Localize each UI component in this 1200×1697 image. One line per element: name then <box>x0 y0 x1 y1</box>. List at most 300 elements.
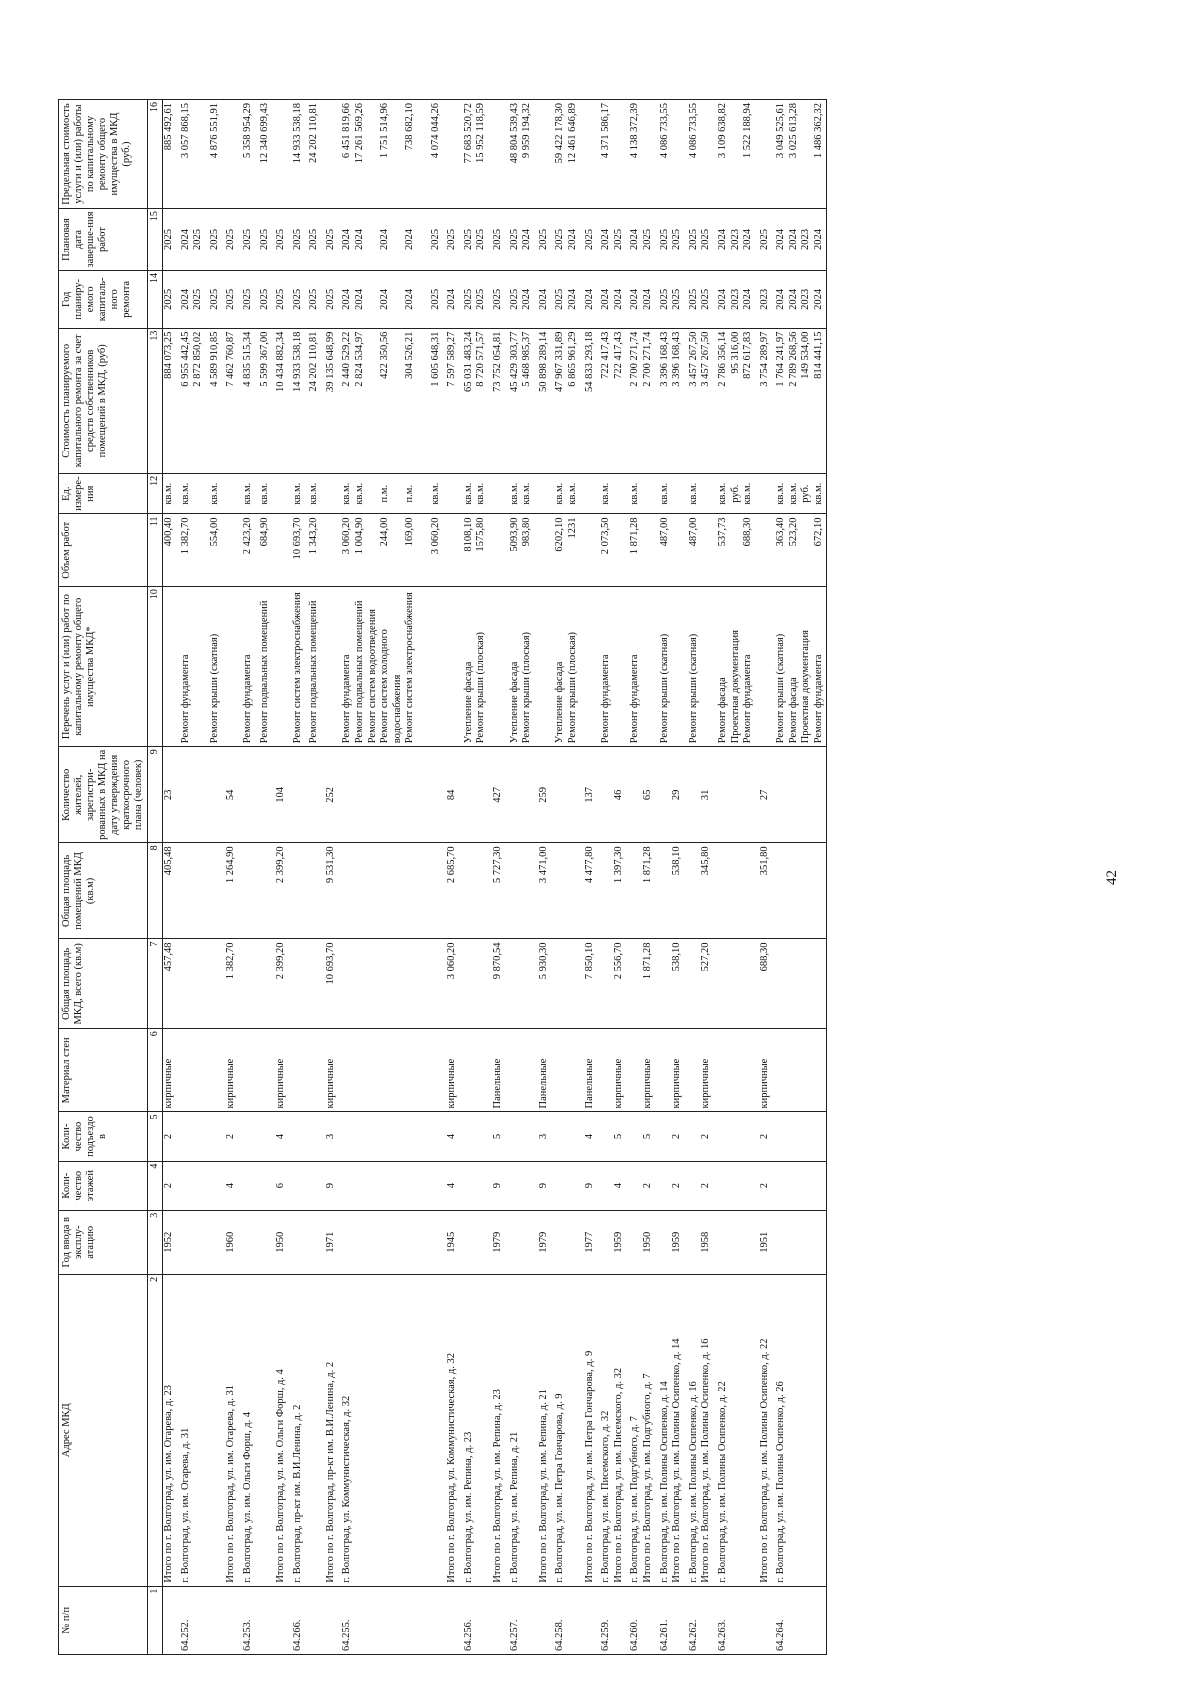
cell-residents <box>341 747 442 843</box>
cell-area-prem <box>341 843 442 939</box>
cell-limit: 59 422 178,30 12 461 646,89 <box>554 100 579 209</box>
cell-wall <box>717 1029 755 1112</box>
cell-unit: кв.м. <box>600 473 625 514</box>
cell-year: 1950 <box>629 1210 654 1274</box>
column-number: 13 <box>148 328 163 473</box>
cell-area-total: 3 060,20 <box>446 939 459 1029</box>
cell-wall: кирпичные <box>446 1029 459 1112</box>
cell-year: 1971 <box>325 1210 338 1274</box>
cell-residents <box>509 747 534 843</box>
cell-works: Утепление фасада Ремонт крыши (плоская) <box>509 587 534 747</box>
cell-area-prem: 5 727,30 <box>492 843 505 939</box>
cell-cost: 2 440 529,22 2 824 534,97 422 350,56 304 526,21 1 605 648,31 <box>341 328 442 473</box>
cell-residents: 137 <box>584 747 597 843</box>
cell-end-year: 2025 <box>446 209 459 271</box>
cell-floors <box>554 1161 579 1210</box>
column-number: 4 <box>148 1161 163 1210</box>
cell-end-year: 2025 <box>209 209 222 271</box>
cell-area-total <box>242 939 255 1029</box>
cell-area-total <box>463 939 488 1029</box>
cell-works: Ремонт фундамента <box>180 587 205 747</box>
cell-plan-year: 2025 <box>225 271 238 329</box>
cell-area-prem: 1 397,30 <box>600 843 625 939</box>
cell-unit: кв.м. кв.м. <box>463 473 488 514</box>
table-row <box>600 100 625 1655</box>
cell-floors <box>308 1161 321 1210</box>
cell-num: 64.261. <box>659 1586 684 1654</box>
cell-works <box>325 587 338 747</box>
cell-limit: 14 933 538,18 <box>292 100 305 209</box>
table-row <box>629 100 654 1655</box>
cell-end-year: 2025 <box>259 209 272 271</box>
cell-volume: 1 871,28 <box>629 514 654 587</box>
cell-addr: Итого по г. Волгоград, ул. им. Ольги Форш, д. 4 <box>275 1274 288 1586</box>
cell-limit: 885 492,61 <box>162 100 175 209</box>
cell-limit: 77 683 520,72 15 952 118,59 <box>463 100 488 209</box>
cell-plan-year: 2024 2024 <box>600 271 625 329</box>
cell-residents: 259 <box>538 747 551 843</box>
cell-area-total: 1 871,28 <box>629 939 654 1029</box>
cell-volume: 2 073,50 <box>600 514 625 587</box>
column-header: № п/п <box>59 1586 148 1654</box>
cell-unit: кв.м. <box>259 473 272 514</box>
cell-num <box>225 1586 238 1654</box>
cell-residents: 104 <box>275 747 288 843</box>
cell-cost: 1 764 241,97 2 789 268,56 149 534,00 814 441,15 <box>775 328 826 473</box>
cell-year: 1979 <box>538 1210 551 1274</box>
cell-works <box>492 587 505 747</box>
cell-num: 64.259. <box>600 1586 625 1654</box>
cell-entr <box>180 1112 205 1161</box>
cell-unit <box>446 473 459 514</box>
cell-num: 64.266. <box>292 1586 305 1654</box>
cell-plan-year: 2025 <box>242 271 255 329</box>
cell-wall: кирпичные <box>225 1029 238 1112</box>
cell-end-year: 2025 <box>292 209 305 271</box>
cell-end-year: 2024 2024 2023 2024 <box>775 209 826 271</box>
cell-year: 1979 <box>492 1210 505 1274</box>
cell-works <box>275 587 288 747</box>
cell-limit: 48 804 539,43 9 959 194,32 <box>509 100 534 209</box>
cell-num: 64.252. <box>180 1586 205 1654</box>
cell-residents <box>463 747 488 843</box>
cell-plan-year: 2025 <box>162 271 175 329</box>
cell-area-prem <box>554 843 579 939</box>
cell-plan-year: 2025 <box>209 271 222 329</box>
table-row <box>759 100 772 1655</box>
cell-year <box>463 1210 488 1274</box>
cell-entr <box>209 1112 222 1161</box>
cell-works: Ремонт систем электроснабжения <box>292 587 305 747</box>
table-row <box>717 100 755 1655</box>
cell-limit <box>225 100 238 209</box>
column-header: Адрес МКД <box>59 1274 148 1586</box>
cell-year: 1958 <box>688 1210 713 1274</box>
cell-year <box>775 1210 826 1274</box>
cell-addr: Итого по г. Волгоград, пр-кт им. В.И.Ленина, д. 2 <box>325 1274 338 1586</box>
cell-plan-year: 2025 <box>492 271 505 329</box>
table-row <box>659 100 684 1655</box>
cell-plan-year: 2025 <box>325 271 338 329</box>
cell-cost: 47 967 331,89 6 865 961,29 <box>554 328 579 473</box>
cell-wall <box>180 1029 205 1112</box>
cell-area-prem: 9 531,30 <box>325 843 338 939</box>
cell-num <box>325 1586 338 1654</box>
cell-year: 1959 <box>659 1210 684 1274</box>
cell-addr: Итого по г. Волгоград, ул. им. Огарева, д. 23 <box>162 1274 175 1586</box>
table-row <box>292 100 305 1655</box>
cell-works: Ремонт фасада Проектная документация Ремонт фундамента <box>717 587 755 747</box>
cell-area-prem <box>259 843 272 939</box>
cell-plan-year: 2025 2024 <box>554 271 579 329</box>
cell-area-prem <box>308 843 321 939</box>
cell-limit: 3 049 525,61 3 025 613,28 1 486 362,32 <box>775 100 826 209</box>
cell-year <box>341 1210 442 1274</box>
cell-wall: кирпичные <box>162 1029 175 1112</box>
cell-area-prem <box>717 843 755 939</box>
cell-unit: кв.м. <box>209 473 222 514</box>
cell-limit <box>538 100 551 209</box>
cell-volume: 487,00 <box>688 514 713 587</box>
cell-num <box>446 1586 459 1654</box>
cell-cost: 884 073,25 <box>162 328 175 473</box>
cell-limit: 6 451 819,66 17 261 569,26 1 751 514,96 738 682,10 4 074 044,26 <box>341 100 442 209</box>
table-row <box>259 100 272 1655</box>
cell-year: 1959 <box>600 1210 625 1274</box>
cell-num <box>162 1586 175 1654</box>
cell-cost: 45 429 303,77 5 468 985,37 <box>509 328 534 473</box>
cell-area-prem <box>292 843 305 939</box>
cell-unit: кв.м. <box>629 473 654 514</box>
cell-volume: 400,40 <box>162 514 175 587</box>
cell-plan-year: 2024 <box>538 271 551 329</box>
cell-end-year: 2025 <box>225 209 238 271</box>
cell-residents: 29 <box>659 747 684 843</box>
cell-unit: кв.м. кв.м. руб. кв.м. <box>775 473 826 514</box>
cell-entr: 5 <box>600 1112 625 1161</box>
cell-num: 64.260. <box>629 1586 654 1654</box>
cell-unit <box>538 473 551 514</box>
cell-floors: 2 <box>759 1161 772 1210</box>
cell-works: Ремонт крыши (скатная) <box>659 587 684 747</box>
cell-end-year: 2024 2025 <box>629 209 654 271</box>
cell-plan-year: 2025 <box>275 271 288 329</box>
table-row <box>463 100 488 1655</box>
table-row <box>308 100 321 1655</box>
cell-year <box>308 1210 321 1274</box>
cell-entr: 4 <box>275 1112 288 1161</box>
cell-year <box>292 1210 305 1274</box>
cell-end-year: 2025 <box>308 209 321 271</box>
cell-floors <box>259 1161 272 1210</box>
cell-entr <box>554 1112 579 1161</box>
cell-residents: 65 <box>629 747 654 843</box>
cell-limit: 4 086 733,55 <box>688 100 713 209</box>
cell-plan-year: 2025 2024 <box>509 271 534 329</box>
cell-limit <box>492 100 505 209</box>
column-header: Общая площадь МКД, всего (кв.м) <box>59 939 148 1029</box>
cell-cost: 65 031 483,24 8 720 571,57 <box>463 328 488 473</box>
cell-year <box>180 1210 205 1274</box>
cell-cost: 3 396 168,43 3 396 168,43 <box>659 328 684 473</box>
cell-area-total <box>209 939 222 1029</box>
cell-works <box>446 587 459 747</box>
cell-limit <box>759 100 772 209</box>
cell-volume: 554,00 <box>209 514 222 587</box>
cell-entr <box>292 1112 305 1161</box>
cell-area-prem: 538,10 <box>659 843 684 939</box>
cell-wall <box>775 1029 826 1112</box>
cell-residents: 27 <box>759 747 772 843</box>
cell-addr: г. Волгоград, ул. им. Репина, д. 23 <box>463 1274 488 1586</box>
cell-wall <box>509 1029 534 1112</box>
cell-limit <box>275 100 288 209</box>
cell-area-total <box>554 939 579 1029</box>
cell-wall: кирпичные <box>275 1029 288 1112</box>
cell-entr <box>259 1112 272 1161</box>
cell-end-year: 2025 2024 <box>554 209 579 271</box>
cell-entr: 3 <box>538 1112 551 1161</box>
column-number: 5 <box>148 1112 163 1161</box>
cell-area-total <box>292 939 305 1029</box>
capital-repair-table <box>58 99 827 1655</box>
cell-wall: кирпичные <box>759 1029 772 1112</box>
cell-end-year: 2025 <box>162 209 175 271</box>
cell-wall: Панельные <box>492 1029 505 1112</box>
cell-unit <box>492 473 505 514</box>
cell-works <box>759 587 772 747</box>
column-number: 7 <box>148 939 163 1029</box>
cell-entr <box>308 1112 321 1161</box>
cell-works: Ремонт фундамента <box>600 587 625 747</box>
cell-wall <box>463 1029 488 1112</box>
cell-wall: Панельные <box>538 1029 551 1112</box>
cell-works: Ремонт фундамента Ремонт подвальных помещений Ремонт систем водоотведения Ремонт систем холодного водоснабжения Ремонт систем электроснабжения <box>341 587 442 747</box>
cell-floors <box>209 1161 222 1210</box>
cell-addr: г. Волгоград, ул. им. Ольги Форш, д. 4 <box>242 1274 255 1586</box>
cell-num: 64.253. <box>242 1586 255 1654</box>
cell-wall <box>242 1029 255 1112</box>
cell-cost: 50 898 289,14 <box>538 328 551 473</box>
cell-entr: 2 <box>225 1112 238 1161</box>
cell-residents: 252 <box>325 747 338 843</box>
cell-cost: 2 786 356,14 95 316,00 872 617,83 <box>717 328 755 473</box>
cell-floors: 2 <box>162 1161 175 1210</box>
cell-unit: кв.м. кв.м. п.м. п.м. кв.м. <box>341 473 442 514</box>
cell-unit: кв.м. кв.м. <box>509 473 534 514</box>
column-number: 6 <box>148 1029 163 1112</box>
cell-works: Ремонт крыши (скатная) <box>209 587 222 747</box>
table-row <box>554 100 579 1655</box>
cell-unit: кв.м. <box>162 473 175 514</box>
cell-unit: кв.м. <box>242 473 255 514</box>
cell-year: 1952 <box>162 1210 175 1274</box>
table-row <box>509 100 534 1655</box>
cell-area-total: 2 399,20 <box>275 939 288 1029</box>
cell-residents: 84 <box>446 747 459 843</box>
cell-volume: 6202,10 1231 <box>554 514 579 587</box>
cell-residents: 31 <box>688 747 713 843</box>
cell-end-year: 2025 2025 <box>659 209 684 271</box>
cell-addr: г. Волгоград, ул. Коммунистическая, д. 32 <box>341 1274 442 1586</box>
cell-addr: г. Волгоград, ул. им. Подгубного, д. 7 Итого по г. Волгоград, ул. им. Подгубного, д. 7 <box>629 1274 654 1586</box>
column-number: 1 <box>148 1586 163 1654</box>
cell-addr: Итого по г. Волгоград, ул. им. Репина, д. 21 <box>538 1274 551 1586</box>
cell-volume <box>275 514 288 587</box>
cell-addr: Итого по г. Волгоград, ул. им. Репина, д. 23 <box>492 1274 505 1586</box>
cell-addr: г. Волгоград, ул. им. Полины Осипенко, д. 14 Итого по г. Волгоград, ул. им. Полины Осипенко, д. 14 <box>659 1274 684 1586</box>
table-row <box>446 100 459 1655</box>
cell-cost: 2 700 271,74 2 700 271,74 <box>629 328 654 473</box>
cell-unit: кв.м. <box>180 473 205 514</box>
cell-entr: 2 <box>759 1112 772 1161</box>
cell-limit: 12 340 699,43 <box>259 100 272 209</box>
cell-year: 1977 <box>584 1210 597 1274</box>
cell-end-year: 2024 2025 <box>600 209 625 271</box>
cell-entr <box>717 1112 755 1161</box>
cell-volume: 537,73 688,30 <box>717 514 755 587</box>
cell-floors: 9 <box>492 1161 505 1210</box>
cell-plan-year: 2025 2025 <box>659 271 684 329</box>
cell-floors <box>180 1161 205 1210</box>
cell-entr: 2 <box>162 1112 175 1161</box>
cell-num: 64.263. <box>717 1586 755 1654</box>
cell-floors: 2 <box>629 1161 654 1210</box>
cell-num: 64.262. <box>688 1586 713 1654</box>
column-number: 16 <box>148 100 163 209</box>
table-row <box>341 100 442 1655</box>
cell-entr <box>509 1112 534 1161</box>
cell-cost: 6 955 442,45 2 872 850,02 <box>180 328 205 473</box>
cell-works: Ремонт крыши (скатная) <box>688 587 713 747</box>
cell-addr <box>308 1274 321 1586</box>
cell-limit: 3 057 868,15 <box>180 100 205 209</box>
cell-year: 1950 <box>275 1210 288 1274</box>
cell-entr: 5 <box>492 1112 505 1161</box>
cell-entr: 5 <box>629 1112 654 1161</box>
cell-unit: кв.м. руб. кв.м. <box>717 473 755 514</box>
table-row <box>492 100 505 1655</box>
cell-residents: 54 <box>225 747 238 843</box>
table-row <box>688 100 713 1655</box>
column-header: Общая площадь помещений МКД (кв.м) <box>59 843 148 939</box>
cell-unit: кв.м. <box>688 473 713 514</box>
cell-plan-year: 2025 <box>308 271 321 329</box>
column-number: 11 <box>148 514 163 587</box>
cell-volume <box>446 514 459 587</box>
column-header: Ед. измере-ния <box>59 473 148 514</box>
cell-addr: Итого по г. Волгоград, ул. Коммунистическая, д. 32 <box>446 1274 459 1586</box>
cell-area-total: 10 693,70 <box>325 939 338 1029</box>
cell-limit: 4 138 372,39 <box>629 100 654 209</box>
cell-floors: 2 <box>659 1161 684 1210</box>
cell-end-year: 2025 <box>538 209 551 271</box>
cell-unit <box>584 473 597 514</box>
cell-area-total <box>775 939 826 1029</box>
cell-area-prem: 2 685,70 <box>446 843 459 939</box>
cell-residents: 46 <box>600 747 625 843</box>
cell-works: Утепление фасада Ремонт крыши (плоская) <box>463 587 488 747</box>
cell-limit: 4 371 586,17 <box>600 100 625 209</box>
cell-cost: 7 597 589,27 <box>446 328 459 473</box>
cell-num: 64.256. <box>463 1586 488 1654</box>
cell-unit: кв.м. <box>308 473 321 514</box>
cell-entr: 4 <box>584 1112 597 1161</box>
cell-volume <box>225 514 238 587</box>
cell-unit <box>759 473 772 514</box>
cell-residents <box>259 747 272 843</box>
cell-entr: 3 <box>325 1112 338 1161</box>
cell-volume: 10 693,70 <box>292 514 305 587</box>
cell-area-total: 7 850,10 <box>584 939 597 1029</box>
cell-unit: кв.м. кв.м. <box>554 473 579 514</box>
cell-area-total: 5 930,30 <box>538 939 551 1029</box>
column-header: Плановая дата заверше-ния работ <box>59 209 148 271</box>
cell-cost: 3 457 267,50 3 457 267,50 <box>688 328 713 473</box>
cell-limit <box>325 100 338 209</box>
cell-area-prem <box>180 843 205 939</box>
cell-entr: 2 <box>688 1112 713 1161</box>
cell-year: 1951 <box>759 1210 772 1274</box>
column-header: Год планиру-емого капиталь-ного ремонта <box>59 271 148 329</box>
cell-residents <box>180 747 205 843</box>
cell-volume: 1 343,20 <box>308 514 321 587</box>
column-header: Коли-чество подъездо в <box>59 1112 148 1161</box>
cell-floors: 9 <box>584 1161 597 1210</box>
cell-area-prem: 345,80 <box>688 843 713 939</box>
cell-plan-year: 2024 2025 <box>180 271 205 329</box>
cell-residents <box>554 747 579 843</box>
cell-volume: 684,90 <box>259 514 272 587</box>
cell-end-year: 2025 2024 <box>509 209 534 271</box>
cell-num <box>209 1586 222 1654</box>
cell-limit <box>584 100 597 209</box>
table-row <box>584 100 597 1655</box>
cell-area-total: 9 870,54 <box>492 939 505 1029</box>
cell-floors <box>242 1161 255 1210</box>
cell-area-prem <box>463 843 488 939</box>
cell-volume: 1 382,70 <box>180 514 205 587</box>
column-header: Коли-чество этажей <box>59 1161 148 1210</box>
cell-works: Ремонт крыши (скатная) Ремонт фасада Проектная документация Ремонт фундамента <box>775 587 826 747</box>
cell-area-prem: 1 264,90 <box>225 843 238 939</box>
table-row <box>538 100 551 1655</box>
cell-floors: 6 <box>275 1161 288 1210</box>
cell-wall: кирпичные <box>600 1029 625 1112</box>
cell-year: 1945 <box>446 1210 459 1274</box>
cell-residents <box>717 747 755 843</box>
cell-year: 1960 <box>225 1210 238 1274</box>
cell-entr <box>242 1112 255 1161</box>
cell-addr: Итого по г. Волгоград, ул. им. Огарева, д. 31 <box>225 1274 238 1586</box>
cell-plan-year: 2025 <box>292 271 305 329</box>
cell-num <box>759 1586 772 1654</box>
cell-cost: 3 754 289,97 <box>759 328 772 473</box>
cell-area-total <box>717 939 755 1029</box>
cell-area-prem <box>775 843 826 939</box>
cell-end-year: 2025 2025 <box>688 209 713 271</box>
cell-area-prem <box>209 843 222 939</box>
cell-floors <box>717 1161 755 1210</box>
cell-cost: 54 833 293,18 <box>584 328 597 473</box>
cell-area-total <box>308 939 321 1029</box>
cell-num <box>584 1586 597 1654</box>
cell-end-year: 2024 2023 2024 <box>717 209 755 271</box>
cell-residents: 427 <box>492 747 505 843</box>
cell-works: Утепление фасада Ремонт крыши (плоская) <box>554 587 579 747</box>
cell-end-year: 2024 2025 <box>180 209 205 271</box>
cell-floors: 2 <box>688 1161 713 1210</box>
